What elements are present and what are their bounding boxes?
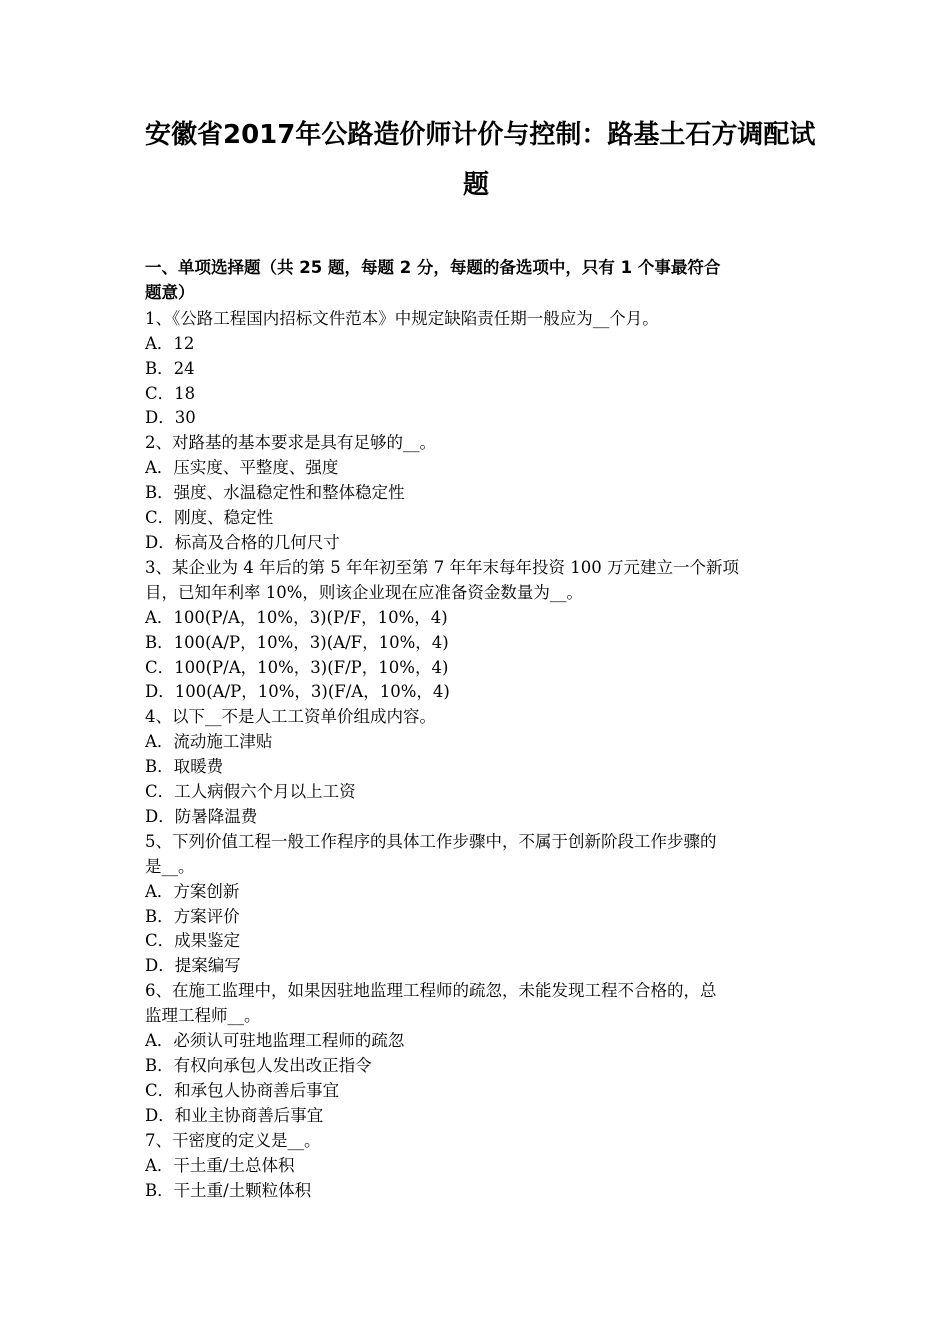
option-b: B．取暖费 <box>145 757 224 777</box>
document-page <box>145 110 816 1203</box>
question-6 <box>145 979 807 1128</box>
option-c: C．和承包人协商善后事宜 <box>145 1080 340 1100</box>
question-1 <box>145 307 807 432</box>
question-stem: 目，已知年利率 10%，则该企业现在应准备资金数量为__。 <box>145 582 583 602</box>
option-c: C．100(P/A，10%，3)(F/P，10%，4) <box>145 657 449 677</box>
option-c: C．18 <box>145 383 196 403</box>
option-a: A．方案创新 <box>145 881 240 901</box>
option-d: D．100(A/P，10%，3)(F/A，10%，4) <box>145 682 450 702</box>
question-3 <box>145 556 807 705</box>
option-a: A．压实度、平整度、强度 <box>145 458 339 478</box>
option-a: A．干土重/土总体积 <box>145 1155 295 1175</box>
option-b: B．方案评价 <box>145 906 240 926</box>
option-a: A．必须认可驻地监理工程师的疏忽 <box>145 1031 405 1051</box>
option-b: B．干土重/土颗粒体积 <box>145 1180 312 1200</box>
question-stem: 2、对路基的基本要求是具有足够的__。 <box>145 433 436 453</box>
option-d: D．标高及合格的几何尺寸 <box>145 532 340 552</box>
question-stem: 监理工程师__。 <box>145 1006 261 1026</box>
question-stem: 3、某企业为 4 年后的第 5 年年初至第 7 年年末每年投资 100 万元建立一个新项 <box>145 557 739 577</box>
document-title <box>145 110 816 210</box>
option-a: A．100(P/A，10%，3)(P/F，10%，4) <box>145 607 448 627</box>
title-line: 题 <box>462 170 489 200</box>
option-d: D．和业主协商善后事宜 <box>145 1105 324 1125</box>
option-a: A．流动施工津贴 <box>145 732 273 752</box>
option-d: D．30 <box>145 408 196 428</box>
question-stem: 7、干密度的定义是__。 <box>145 1130 321 1150</box>
question-7 <box>145 1129 807 1204</box>
question-stem: 5、下列价值工程一般工作程序的具体工作步骤中，不属于创新阶段工作步骤的 <box>145 831 717 851</box>
question-4 <box>145 705 807 830</box>
question-2 <box>145 431 807 556</box>
section-heading <box>145 256 807 306</box>
question-list <box>145 307 807 1204</box>
option-d: D．防暑降温费 <box>145 806 258 826</box>
option-d: D．提案编写 <box>145 956 241 976</box>
option-b: B．有权向承包人发出改正指令 <box>145 1056 372 1075</box>
option-c: C．工人病假六个月以上工资 <box>145 782 356 802</box>
section-heading-line: 一、单项选择题（共 25 题，每题 2 分，每题的备选项中，只有 1 个事最符合 <box>145 258 721 277</box>
question-stem: 4、以下__不是人工工资单价组成内容。 <box>145 707 436 727</box>
section-heading-line: 题意） <box>145 282 195 302</box>
question-stem: 6、在施工监理中，如果因驻地监理工程师的疏忽，未能发现工程不合格的，总 <box>145 981 717 1001</box>
option-b: B．24 <box>145 358 195 378</box>
question-stem: 1、《公路工程国内招标文件范本》中规定缺陷责任期一般应为__个月。 <box>145 308 659 328</box>
option-c: C．刚度、稳定性 <box>145 508 274 528</box>
title-line: 安徽省2017年公路造价师计价与控制：路基土石方调配试 <box>145 120 816 150</box>
option-a: A．12 <box>145 333 195 353</box>
option-c: C．成果鉴定 <box>145 931 241 951</box>
option-b: B．100(A/P，10%，3)(A/F，10%，4) <box>145 632 449 652</box>
option-b: B．强度、水温稳定性和整体稳定性 <box>145 483 405 503</box>
question-5 <box>145 830 807 979</box>
question-stem: 是__。 <box>145 856 195 876</box>
